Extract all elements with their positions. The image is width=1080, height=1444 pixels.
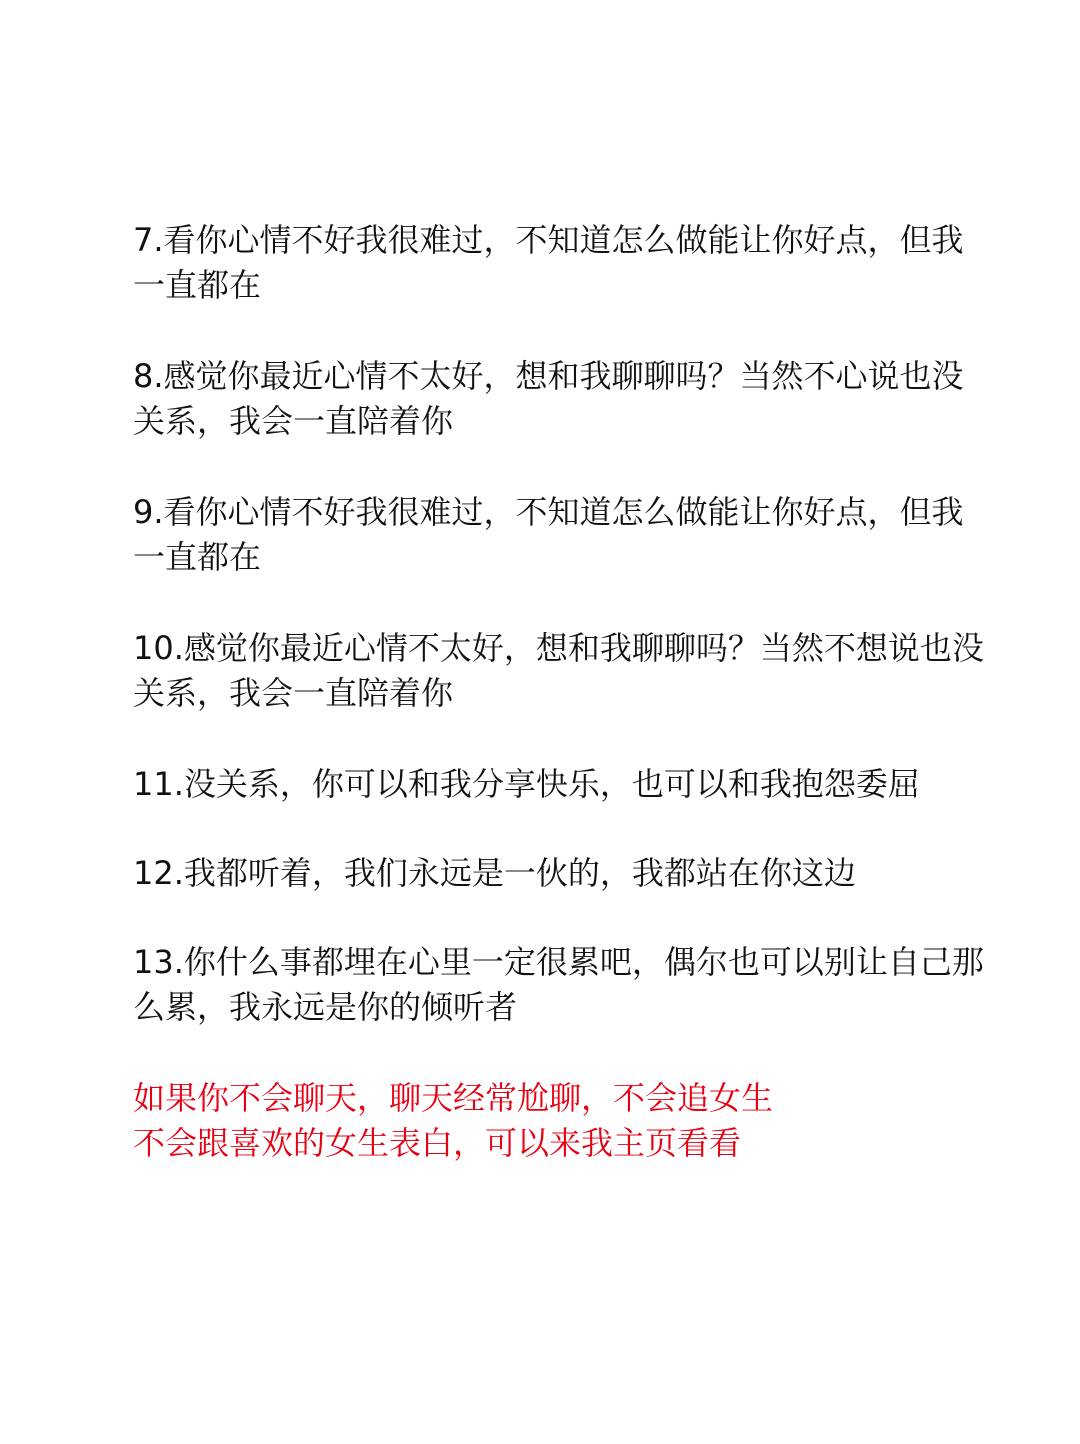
promo-text (133, 1076, 993, 1166)
tips-list (133, 218, 993, 1166)
promo-line-1: 如果你不会聊天，聊天经常尬聊，不会追女生 (133, 1079, 774, 1117)
tip-7: 7.看你心情不好我很难过，不知道怎么做能让你好点，但我一直都在 (133, 221, 964, 304)
tip-8: 8.感觉你最近心情不太好，想和我聊聊吗？当然不心说也没关系，我会一直陪着你 (133, 357, 964, 440)
tip-11: 11.没关系，你可以和我分享快乐，也可以和我抱怨委屈 (133, 765, 920, 803)
tip-13: 13.你什么事都埋在心里一定很累吧，偶尔也可以别让自己那么累，我永远是你的倾听者 (133, 943, 984, 1026)
promo-line-2: 不会跟喜欢的女生表白，可以来我主页看看 (133, 1124, 742, 1162)
tip-9: 9.看你心情不好我很难过，不知道怎么做能让你好点，但我一直都在 (133, 493, 964, 576)
tip-12: 12.我都听着，我们永远是一伙的，我都站在你这边 (133, 854, 856, 892)
tip-10: 10.感觉你最近心情不太好，想和我聊聊吗？当然不想说也没关系，我会一直陪着你 (133, 629, 984, 712)
